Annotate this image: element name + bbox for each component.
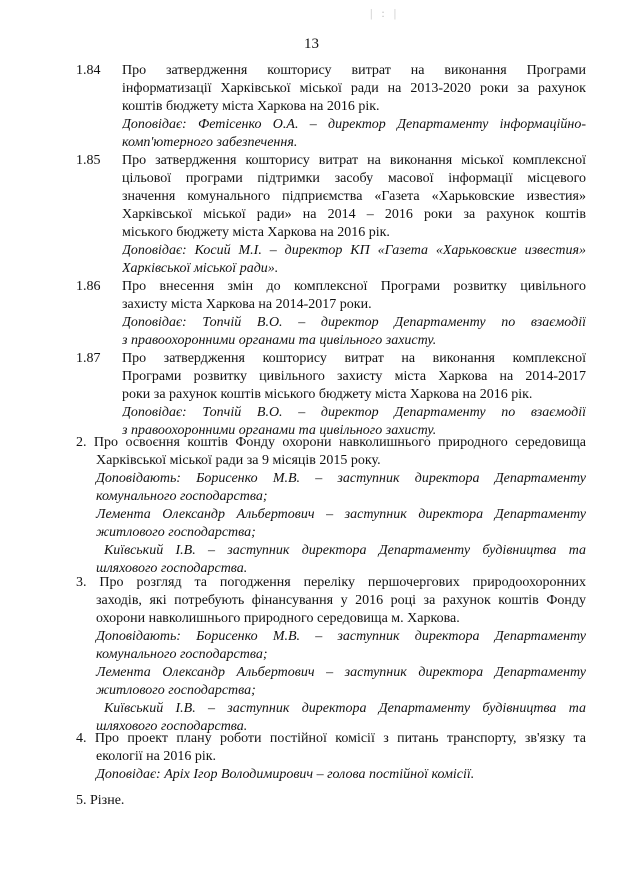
speaker-line: Доповідає: Топчій В.О. – директор Департаменту по взаємодії xyxy=(122,315,586,330)
agenda-subitem-body xyxy=(122,62,586,152)
speaker-line: Київський І.В. – заступник директора Департаменту будівництва та xyxy=(104,701,586,716)
speaker-line: шляхового господарства. xyxy=(96,561,248,576)
agenda-title-line: коштів бюджету міста Харкова на 2016 рік. xyxy=(122,99,380,114)
agenda-title-line: 5. Різне. xyxy=(76,793,125,808)
agenda-item-body xyxy=(76,574,586,736)
speaker-line: Лемента Олександр Альбертович – заступник директора Департаменту xyxy=(96,507,586,522)
speaker-line: Лемента Олександр Альбертович – заступник директора Департаменту xyxy=(96,665,586,680)
agenda-subitem-body xyxy=(122,278,586,350)
speaker-line: Доповідає: Аріх Ігор Володимирович – голова постійної комісії. xyxy=(96,767,475,782)
agenda-title-line: екології на 2016 рік. xyxy=(96,749,217,764)
agenda-title-line: роки за рахунок коштів міського бюджету міста Харкова на 2016 рік. xyxy=(122,387,533,402)
speaker-line: шляхового господарства. xyxy=(96,719,248,734)
agenda-title-line: міського бюджету міста Харкова на 2016 рік. xyxy=(122,225,390,240)
speaker-line: Доповідає: Косий М.І. – директор КП «Газета «Харьковские известия» xyxy=(122,243,586,258)
agenda-title-line: захисту міста Харкова на 2014-2017 роки. xyxy=(122,297,372,312)
speaker-line: Доповідають: Борисенко М.В. – заступник директора Департаменту xyxy=(96,629,586,644)
speaker-line: з правоохоронними органами та цивільного захисту. xyxy=(122,423,437,438)
speaker-line: Харківської міської ради». xyxy=(122,261,279,276)
speaker-line: комунального господарства; xyxy=(96,647,268,662)
speaker-line: житлового господарства; xyxy=(96,683,256,698)
speaker-line: житлового господарства; xyxy=(96,525,256,540)
agenda-subitem-body xyxy=(122,152,586,278)
header-stamp-mark: | : | xyxy=(370,6,400,20)
agenda-title-line: інформатизації Харківської міської ради на 2013-2020 роки за рахунок xyxy=(122,81,586,96)
agenda-title-line: Програми розвитку цивільного захисту міста Харкова на 2014-2017 xyxy=(122,369,586,384)
agenda-subitem-number: 1.85 xyxy=(76,153,101,168)
agenda-title-line: Про затвердження кошторису витрат на виконання Програми xyxy=(122,63,586,78)
agenda-title-line: 4. Про проект плану роботи постійної комісії з питань транспорту, зв'язку та xyxy=(76,731,586,746)
speaker-line: Доповідають: Борисенко М.В. – заступник директора Департаменту xyxy=(96,471,586,486)
agenda-title-line: цільової програми підтримки засобу масової інформації місцевого xyxy=(122,171,586,186)
speaker-line: комп'ютерного забезпечення. xyxy=(122,135,298,150)
agenda-title-line: Про внесення змін до комплексної Програми розвитку цивільного xyxy=(122,279,586,294)
agenda-subitem-number: 1.84 xyxy=(76,63,101,78)
agenda-title-line: 2. Про освоєння коштів Фонду охорони навколишнього природного середовища xyxy=(76,435,586,450)
agenda-subitem-body xyxy=(122,350,586,440)
agenda-title-line: Про затвердження кошторису витрат на виконання комплексної xyxy=(122,351,586,366)
agenda-title-line: заходів, які потребують фінансування у 2016 році за рахунок коштів Фонду xyxy=(96,593,586,608)
agenda-item-body xyxy=(76,434,586,578)
speaker-line: Доповідає: Фетісенко О.А. – директор Департаменту інформаційно- xyxy=(122,117,586,132)
agenda-title-line: значення комунального підприємства «Газета «Харьковские известия» xyxy=(122,189,586,204)
agenda-subitem-number: 1.87 xyxy=(76,351,101,366)
speaker-line: Доповідає: Топчій В.О. – директор Департаменту по взаємодії xyxy=(122,405,586,420)
agenda-title-line: 3. Про розгляд та погодження переліку першочергових природоохоронних xyxy=(76,575,586,590)
agenda-title-line: охорони навколишнього природного середовища м. Харкова. xyxy=(96,611,460,626)
agenda-subitem-number: 1.86 xyxy=(76,279,101,294)
speaker-line: з правоохоронними органами та цивільного захисту. xyxy=(122,333,437,348)
agenda-title-line: Харківської міської ради за 9 місяців 2015 року. xyxy=(96,453,381,468)
speaker-line: Київський І.В. – заступник директора Департаменту будівництва та xyxy=(104,543,586,558)
agenda-item-body xyxy=(76,792,586,810)
page-number: 13 xyxy=(304,36,319,52)
speaker-line: комунального господарства; xyxy=(96,489,268,504)
agenda-title-line: Харківської міської ради» на 2014 – 2016 роки за рахунок коштів xyxy=(122,207,586,222)
agenda-title-line: Про затвердження кошторису витрат на виконання міської комплексної xyxy=(122,153,586,168)
agenda-item-body xyxy=(76,730,586,784)
